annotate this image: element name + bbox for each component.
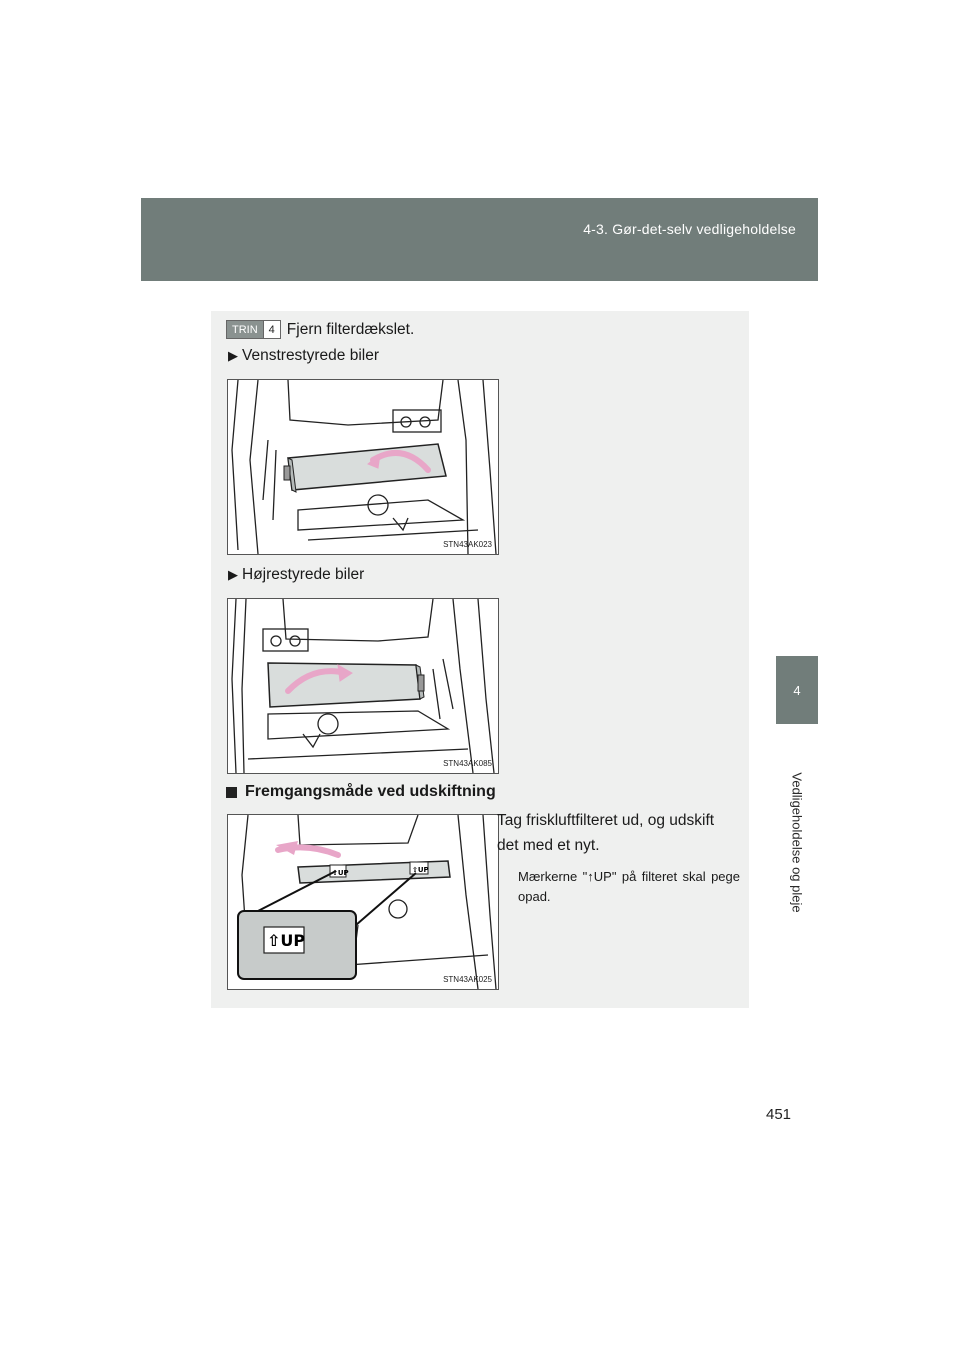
- up-label-large: ⇧UP: [267, 931, 306, 950]
- item-right-hand-label: Højrestyrede biler: [242, 566, 365, 583]
- triangle-right-icon: ▶: [228, 348, 238, 363]
- page-number: 451: [766, 1106, 792, 1123]
- step-badge-number: 4: [263, 321, 280, 338]
- filter-up-marking-illustration: [228, 815, 498, 989]
- figure-replacement: [227, 814, 499, 990]
- chapter-tab-label: [776, 732, 818, 952]
- item-left-hand: [228, 347, 379, 365]
- section-heading-text: Fremgangsmåde ved udskiftning: [245, 783, 496, 800]
- content-box: [211, 311, 749, 1008]
- item-right-hand: [228, 566, 364, 584]
- header-band: [141, 198, 818, 281]
- instruction-text: Tag friskluftfilteret ud, og udskift det med et nyt.: [497, 812, 715, 854]
- figure-right-hand: [227, 598, 499, 774]
- chapter-tab-number: 4: [776, 656, 818, 724]
- step-row: [226, 320, 414, 339]
- note-text: Mærkerne "↑UP" på filteret skal pege opad.: [518, 869, 740, 904]
- step-text: Fjern filterdækslet.: [286, 320, 415, 338]
- filter-cover-illustration: [228, 599, 498, 773]
- up-label-small: ⇧UP: [332, 869, 349, 877]
- step-badge-label: TRIN: [227, 321, 263, 338]
- section-heading: [226, 783, 496, 801]
- up-label-small: ⇧UP: [412, 866, 429, 874]
- square-bullet-icon: [226, 787, 237, 798]
- figure-left-hand: [227, 379, 499, 555]
- figure-code: STN43AK025: [443, 975, 492, 984]
- section-title: 4-3. Gør-det-selv vedligeholdelse: [583, 221, 796, 237]
- figure-code: STN43AK085: [443, 759, 492, 768]
- triangle-right-icon: ▶: [228, 567, 238, 582]
- chapter-label-text: Vedligeholdelse og pleje: [789, 771, 805, 913]
- item-left-hand-label: Venstrestyrede biler: [242, 347, 379, 364]
- filter-cover-illustration: [228, 380, 498, 554]
- figure-code: STN43AK023: [443, 540, 492, 549]
- step-badge: [226, 320, 281, 339]
